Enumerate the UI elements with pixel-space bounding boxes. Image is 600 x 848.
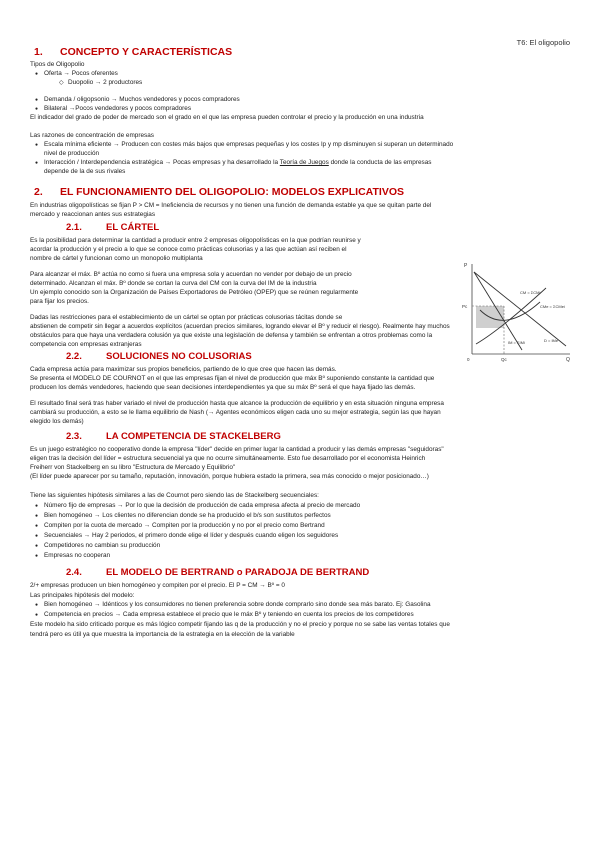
bullet-cuota-mercado: ● Compiten por la cuota de mercado → Compiten por la producción y no por el precio como Bertrand [44,522,325,531]
cartel-l6: Un ejemplo conocido son la Organización de Países Exportadores de Petróleo (OPEP) que se reúnen regularmente [30,289,359,296]
pc-label: Pc [462,304,468,309]
section-number: 2. [34,186,43,198]
bertrand-l4: tendrá pero es útil ya que muestra la importancia de la estrategia en la elección de la variable [30,631,295,638]
origin-label: 0 [467,357,470,362]
stackelberg-l4: (El líder puede aparecer por su tamaño, reputación, innovación, porque hubiera estado la primera, sea más conocido o mejor posicionado…) [30,473,429,480]
colusorias-l5: cambiará su producción, a esto se le llama equilibrio de Nash (→ Agentes económicos eligen cada uno su mejor estrategia, según las que hayan [30,409,441,416]
subsection-number: 2.3. [66,431,82,442]
bullet-bilateral: ● Bilateral →Pocos vendedores y pocos compradores [44,105,191,114]
p-axis-label: P [464,263,468,269]
q-axis-label: Q [566,357,570,363]
d-curve-label: D = IMe [544,338,559,343]
cartel-l7: para fijar los precios. [30,298,89,305]
page-header: T6: El oligopolio [516,38,570,47]
indicator-text: El indicador del grado de poder de mercado son el grado en el que las empresa pueden controlar el precio y la producción en una industria [30,114,424,121]
subsection-title: EL MODELO DE BERTRAND o PARADOJA DE BERTRAND [106,567,370,578]
bullet-oferta: ● Oferta → Pocos oferentes [44,70,118,79]
colusorias-l2: Se presenta el MODELO DE COURNOT en el que las empresas fijan el nivel de producción que máx Bº suponiendo constante la cantidad que [30,375,435,382]
bullet-interaccion-cont: depende de la de sus rivales [44,168,126,175]
cartel-l4: Para alcanzar el máx. Bº actúa no como si fuera una empresa sola y acuerdan no vender por debajo de un precio [30,271,352,278]
s2-intro-l2: mercado y reaccionan antes sus estrategias [30,211,156,218]
cm-curve-label: CM = ΣCMi [520,290,541,295]
bullet-escala: ● Escala mínima eficiente → Producen con costes más bajos que empresas pequeñas y los costes lp y mp disminuyen si superan un determinado [44,141,453,150]
interaccion-text-end: donde la conducta de las empresas [328,159,432,166]
subsection-number: 2.2. [66,351,82,362]
bertrand-l3: Este modelo ha sido criticado porque es más lógico competir fijando las q de la producción y no el precio y porque no se sabe las ventas totales que [30,621,450,628]
tipos-label: Tipos de Oligopolio [30,61,85,68]
colusorias-l6: elegido los demás) [30,418,84,425]
bertrand-l2: Las principales hipótesis del modelo: [30,592,135,599]
subsection-title: SOLUCIONES NO COLUSORIAS [106,351,252,362]
cartel-l8: Dadas las restricciones para el establecimiento de un cártel se optan por prácticas colusorias tácitas donde se [30,314,343,321]
bullet-demanda: ● Demanda / oligopsonio → Muchos vendedores y pocos compradores [44,96,240,105]
section-title: EL FUNCIONAMIENTO DEL OLIGOPOLIO: MODELOS EXPLICATIVOS [60,186,404,198]
stackelberg-l2: eligen tras la decisión del líder = estructura secuencial ya que no ocurre simultáneamente. Esto fue desarrollado por el economista Heinrich [30,455,426,462]
subsection-number: 2.1. [66,222,82,233]
subsection-2-4-heading [66,567,369,578]
razones-label: Las razones de concentración de empresas [30,132,154,139]
stackelberg-l5: Tiene las siguientes hipótesis similares a las de Cournot pero siendo las de Stackelberg secuenciales: [30,492,319,499]
cartel-graph [460,258,574,364]
colusorias-l1: Cada empresa actúa para maximizar sus propios beneficios, partiendo de lo que cree que hacen las demás. [30,366,337,373]
subsection-2-3-heading [66,431,281,442]
stackelberg-l1: Es un juego estratégico no cooperativo donde la empresa "líder" decide en primer lugar la cantidad a producir y las demás empresas "seguidoras" [30,446,444,453]
cme-curve-label: CMe = ΣCMei [540,304,565,309]
qc-label: Qc [501,357,507,362]
interaccion-text: Interacción / Interdependencia estratégica → Pocas empresas y ha desarrollado la [44,159,280,166]
cartel-l9: abstienen de competir sin llegar a acuerdos explícitos (acuerdan precios similares, logrando elevar el Bº y reducir el riesgo). Realmente hay muchos [30,323,450,330]
bullet-bertrand-homogeneo: ● Bien homogéneo → Idénticos y los consumidores no tienen preferencia sobre donde comprarlo sino donde sea más barato. Ej: Gasolina [44,601,431,610]
bullet-bien-homogeneo: ● Bien homogéneo → Los clientes no diferencian donde se ha producido el b/s son sustitutos perfectos [44,512,331,521]
bullet-bertrand-precios: ● Competencia en precios → Cada empresa establece el precio que le máx Bº y teniendo en cuenta los precios de los competidores [44,611,414,620]
cartel-l1: Es la posibilidad para determinar la cantidad a producir entre 2 empresas oligopolísticas en la que podrían reunirse y [30,237,361,244]
cartel-l2: acordar la producción y el precio a lo que se conoce como prácticas colusorias y a las que actúan así reciben el [30,246,347,253]
section-number: 1. [34,46,43,58]
bullet-competidores: ● Competidores no cambian su producción [44,542,160,551]
stackelberg-l3: Freiherr von Stackelberg en su libro "Estructura de Mercado y Equilibrio" [30,464,236,471]
cartel-l5: determinado. Alcanzan el máx. Bº donde se cortan la curva del CM con la curva del IM de la industria [30,280,317,287]
subsection-number: 2.4. [66,567,82,578]
bullet-interaccion [44,159,431,168]
section-1-heading [34,46,232,58]
subsection-title: EL CÁRTEL [106,222,160,233]
teoria-juegos-link[interactable]: Teoría de Juegos [279,159,329,166]
bullet-escala-cont: nivel de producción [44,150,100,157]
s2-intro-l1: En industrias oligopolísticas se fijan P > CM = Ineficiencia de recursos y no tienen una función de demanda estable ya que se quitan parte del [30,202,432,209]
cartel-l11: competencia con empresas extranjeras [30,341,142,348]
cartel-l10: obstáculos para que haya una verdadera colusión ya que existe una legislación de defensa y también se enfrentan a otros problemas como la [30,332,433,339]
bullet-secuenciales: ● Secuenciales → Hay 2 periodos, el primero donde elige el líder y después cuando eligen los seguidores [44,532,338,541]
colusorias-l3: producen los demás vendedores, haciendo que sean decisiones interdependientes ya que su máx Bº será el que haya fijado las demás. [30,384,416,391]
bertrand-l1: 2/+ empresas producen un bien homogéneo y compiten por el precio. El P = CM → Bº = 0 [30,582,285,589]
bullet-numero-fijo: ● Número fijo de empresas → Por lo que la decisión de producción de cada empresa afecta al precio de mercado [44,502,360,511]
subsection-2-1-heading [66,222,159,233]
subbullet-duopolio: ◇ Duopolio → 2 productores [68,79,142,88]
im-curve-label: IM = ΣIMi [508,340,525,345]
subsection-title: LA COMPETENCIA DE STACKELBERG [106,431,281,442]
subsection-2-2-heading [66,351,252,362]
cartel-l3: nombre de cártel y funcionan como un monopolio multiplanta [30,255,203,262]
colusorias-l4: El resultado final será tras haber variado el nivel de producción hasta que alcance la producción de equilibrio y en esta situación ninguna empresa [30,400,444,407]
bullet-no-cooperan: ● Empresas no cooperan [44,552,110,561]
section-2-heading [34,186,404,198]
section-title: CONCEPTO Y CARACTERÍSTICAS [60,46,233,58]
